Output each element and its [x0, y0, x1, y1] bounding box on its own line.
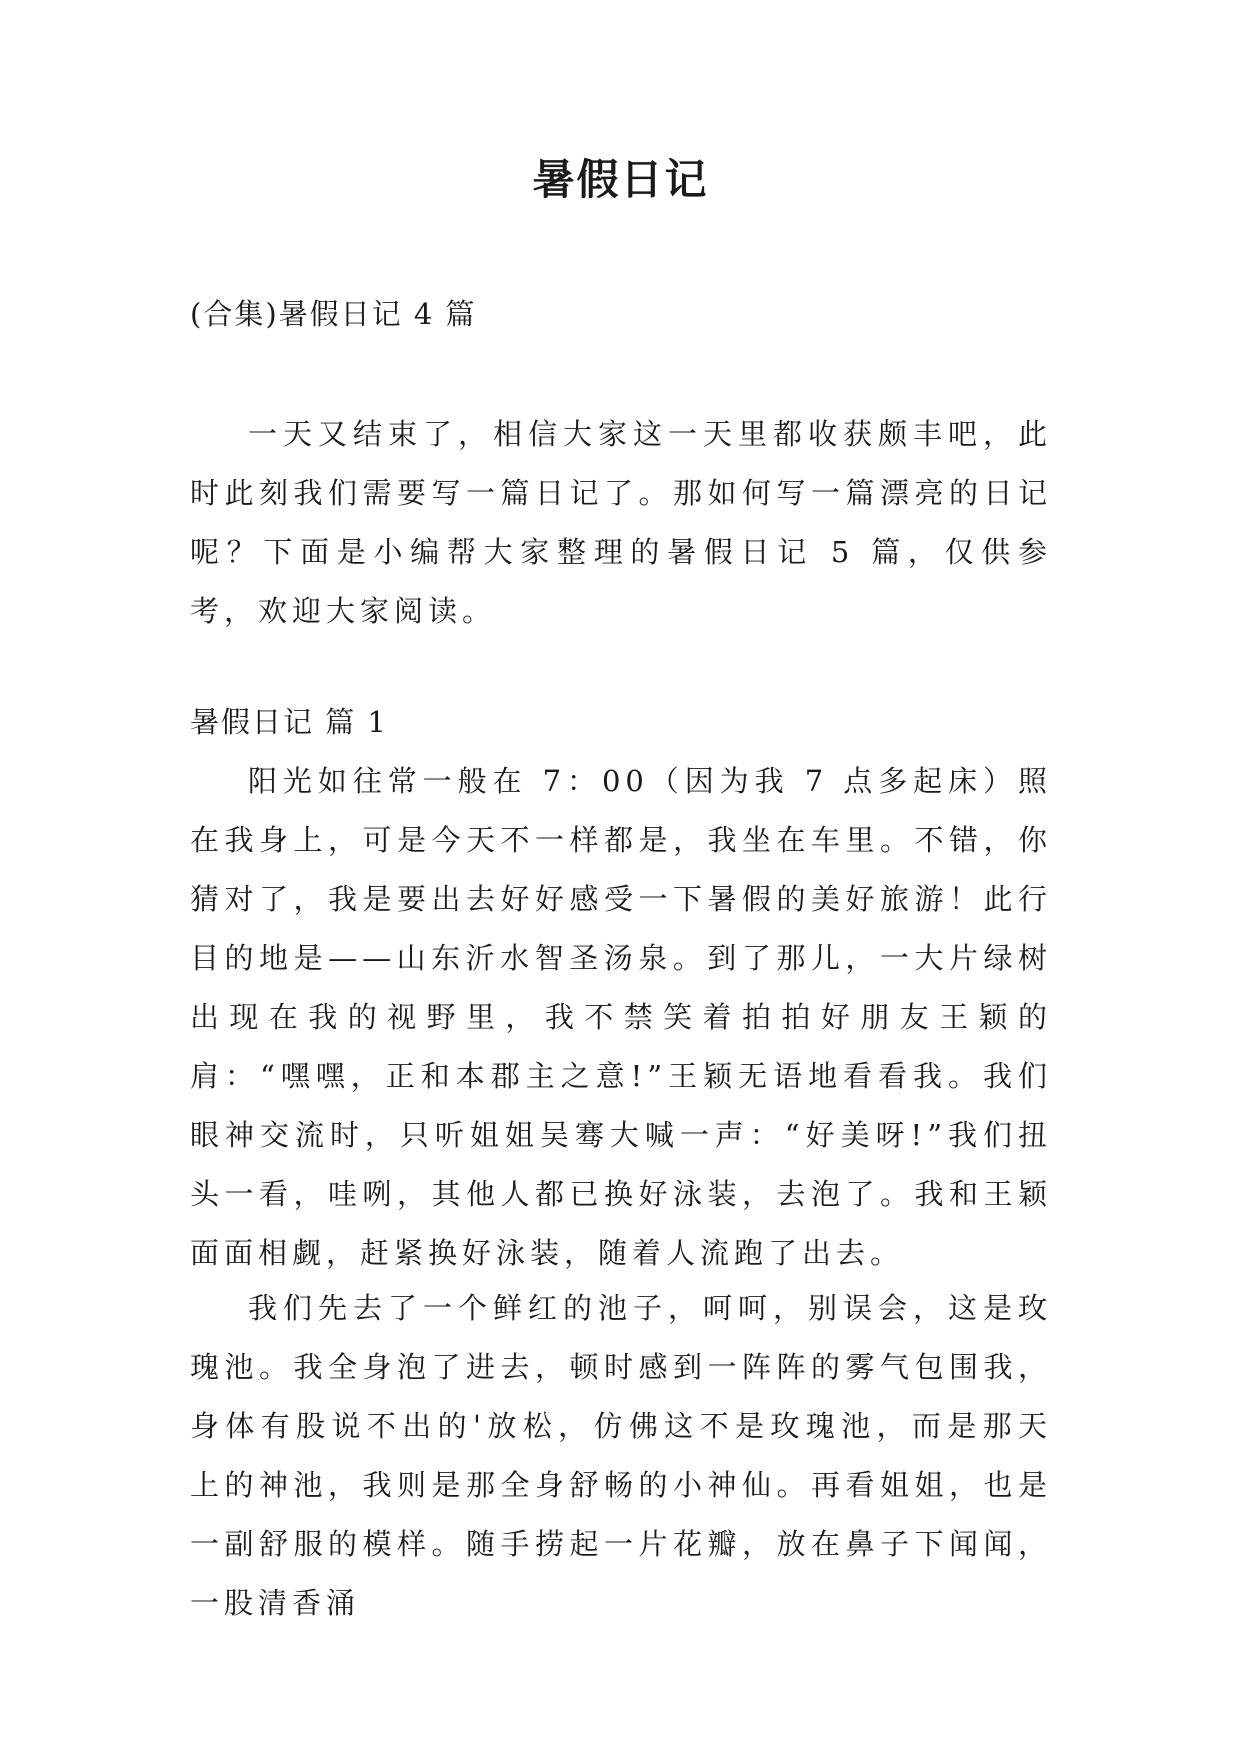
diary-paragraph: 阳光如往常一般在 7：00（因为我 7 点多起床）照在我身上，可是今天不一样都是，我坐在车里。不错，你猜对了，我是要出去好好感受一下暑假的美好旅游！此行目的地是——山东沂水智圣汤泉。到了那儿，一大片绿树出现在我的视野里，我不禁笑着拍拍好朋友王颖的肩：“嘿嘿，正和本郡主之意!”王颖无语地看看我。我们眼神交流时，只听姐姐吴骞大喊一声：“好美呀!”我们扭头一看，哇咧，其他人都已换好泳装，去泡了。我和王颖面面相觑，赶紧换好泳装，随着人流跑了出去。 [190, 764, 1052, 1270]
section-heading-1: 暑假日记 篇 1 [190, 705, 388, 739]
intro-paragraph: 一天又结束了，相信大家这一天里都收获颇丰吧，此时此刻我们需要写一篇日记了。那如何写一篇漂亮的日记呢？下面是小编帮大家整理的暑假日记 5 篇，仅供参考，欢迎大家阅读。 [190, 417, 1052, 628]
document-title: 暑假日记 [532, 155, 709, 204]
diary-paragraph: 我们先去了一个鲜红的池子，呵呵，别误会，这是玫瑰池。我全身泡了进去，顿时感到一阵阵的雾气包围我，身体有股说不出的'放松，仿佛这不是玫瑰池，而是那天上的神池，我则是那全身舒畅的小神仙。再看姐姐，也是一副舒服的模样。随手捞起一片花瓣，放在鼻子下闻闻，一股清香涌 [190, 1291, 1052, 1620]
collection-subtitle: (合集)暑假日记 4 篇 [190, 297, 477, 331]
